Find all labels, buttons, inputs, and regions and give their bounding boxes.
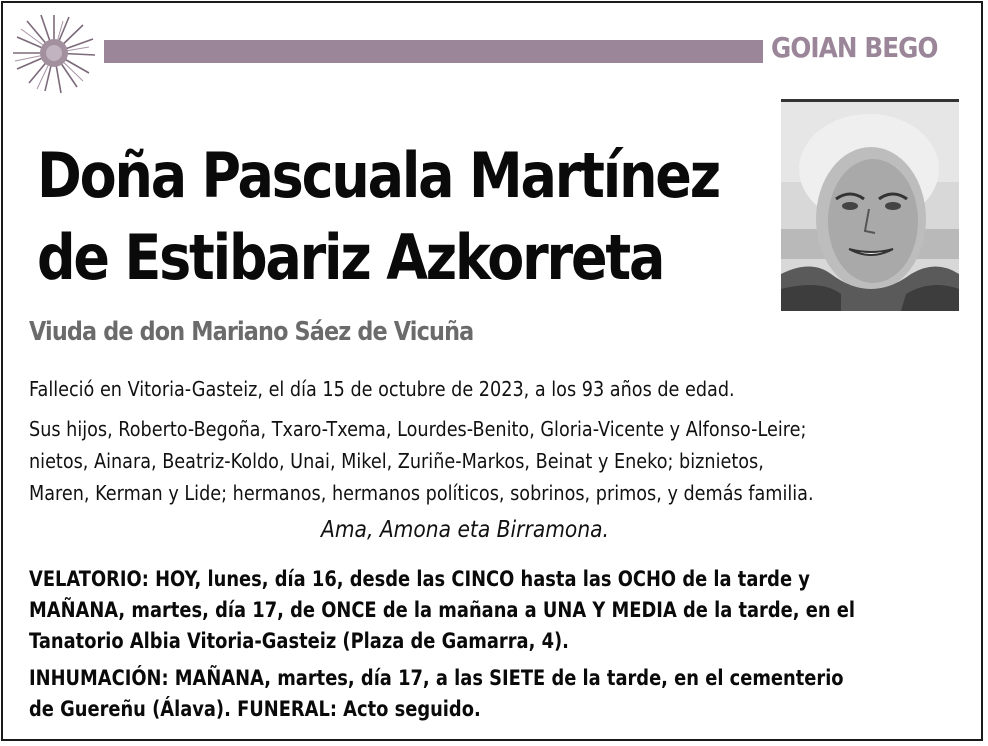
deceased-name-line-2: de Estibariz Azkorreta bbox=[37, 221, 664, 294]
obituary-notice bbox=[1, 1, 983, 741]
vigil-line: VELATORIO: HOY, lunes, día 16, desde las CINCO hasta las OCHO de la tarde y bbox=[29, 567, 810, 591]
vigil-info bbox=[29, 564, 855, 657]
header-bar bbox=[104, 40, 763, 63]
vigil-line: Tanatorio Albia Vitoria-Gasteiz (Plaza de Gamarra, 4). bbox=[29, 629, 569, 653]
motto: Ama, Amona eta Birramona. bbox=[321, 517, 609, 543]
vigil-line: MAÑANA, martes, día 17, de ONCE de la mañana a UNA Y MEDIA de la tarde, en el bbox=[29, 598, 855, 622]
deceased-name-line-1: Doña Pascuala Martínez bbox=[37, 139, 719, 212]
death-notice: Falleció en Vitoria-Gasteiz, el día 15 de octubre de 2023, a los 93 años de edad. bbox=[29, 377, 735, 401]
deceased-photo bbox=[781, 99, 959, 311]
deceased-name bbox=[37, 135, 719, 299]
family-line: Sus hijos, Roberto-Begoña, Txaro-Txema, Lourdes-Benito, Gloria-Vicente y Alfonso-Leire; bbox=[29, 417, 807, 441]
burial-info bbox=[29, 663, 844, 725]
thistle-flower-icon bbox=[9, 11, 99, 95]
widow-of: Viuda de don Mariano Sáez de Vicuña bbox=[29, 317, 474, 347]
burial-line: INHUMACIÓN: MAÑANA, martes, día 17, a las SIETE de la tarde, en el cementerio bbox=[29, 666, 844, 690]
publication-title: GOIAN BEGO bbox=[771, 31, 938, 64]
burial-line: de Guereñu (Álava). FUNERAL: Acto seguido. bbox=[29, 697, 481, 721]
family-line: nietos, Ainara, Beatriz-Koldo, Unai, Mikel, Zuriñe-Markos, Beinat y Eneko; biznietos, bbox=[29, 449, 764, 473]
family-line: Maren, Kerman y Lide; hermanos, hermanos políticos, sobrinos, primos, y demás familia. bbox=[29, 481, 814, 505]
family-list bbox=[29, 413, 814, 509]
